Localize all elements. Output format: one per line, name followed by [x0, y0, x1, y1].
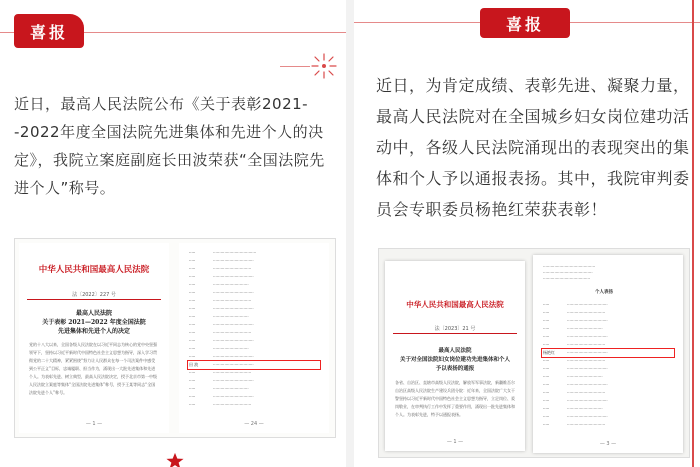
award-document-image — [14, 238, 336, 438]
panel-divider — [346, 0, 354, 467]
commendation-document-image — [378, 248, 690, 458]
left-article-panel — [0, 0, 346, 467]
right-article-panel — [354, 0, 700, 467]
doc-body: 党的十八大以来，全国各级人民法院在以习近平同志为核心的党中央坚强领导下，坚持以习近平新时代中国特色社会主义思想为指导，深入学习贯彻党的二十大精神，紧紧围绕“努力让人民群众在每一个司法案件中感受到公平正义”目标，忠诚履职、担当作为，涌现出一大批先进集体和先进个人。为表彰先进、树立典型，最高人民法院决定，授予北京市第一中级人民法院立案庭等集体“全国法院先进集体”称号，授予王某等同志“全国法院先进个人”称号。 — [29, 342, 157, 395]
red-rule — [393, 333, 517, 334]
doc-number: 法〔2022〕227 号 — [72, 292, 116, 298]
highlighted-name: 杨艳红 — [543, 350, 555, 355]
document-page-1 — [19, 243, 169, 433]
doc-body: 各省、自治区、直辖市高级人民法院，解放军军事法院，新疆维吾尔自治区高级人民法院生产建设兵团分院：近年来，全国法院广大女干警坚持以习近平新时代中国特色社会主义思想为指导，立足岗位、爱岗敬业，在审判执行工作中发挥了重要作用，涌现出一批先进集体和个人。为表彰先进，特予以通报表扬。 — [395, 380, 515, 417]
court-header: 中华人民共和国最高人民法院 — [406, 300, 504, 309]
decor-line — [280, 66, 310, 67]
document-page-2: ····· ·································· ····· ································ ····· ······························ ····· ································ ····· ···························· ····· ································ ····· ······························ ····· ································ ····· ···························· ····· ································ ····· ······························ ····· ································ ····· ···························· ····· ································ 田 波 ································ ····· ······························ ····· ································ ····· ···························· ····· ································ ····· ······························ — 24 — — [179, 243, 329, 433]
court-header: 中华人民共和国最高人民法院 — [38, 265, 150, 275]
star-icon — [166, 452, 184, 467]
news-paragraph: 近日，为肯定成绩、表彰先进、凝聚力量，最高人民法院对在全国城乡妇女岗位建功活动中，各级人民法院涌现出的表现突出的集体和个人予以通报表扬。其中，我院审判委员会专职委员杨艳红荣获表彰！ — [376, 76, 690, 219]
highlighted-name: 田 波 — [189, 362, 199, 367]
page-number: — 1 — — [446, 439, 464, 445]
list-heading: 个人表扬 — [595, 290, 613, 295]
good-news-badge: 喜报 — [480, 8, 570, 38]
doc-title: 最高人民法院 关于表彰 2021—2022 年度全国法院 先进集体和先进个人的决定 — [42, 310, 146, 335]
doc-title: 最高人民法院 关于对全国法院妇女岗位建功先进集体和个人 予以表扬的通报 — [399, 348, 510, 372]
page-number: — 24 — — [244, 421, 264, 427]
news-paragraph: 近日，最高人民法院公布《关于表彰2021--2022年度全国法院先进集体和先进个人的决定》，我院立案庭副庭长田波荣获“全国法院先进个人”称号。 — [14, 95, 325, 197]
side-decor-line — [692, 0, 694, 467]
firework-icon — [310, 52, 338, 80]
document-page-1 — [385, 261, 525, 451]
doc-number: 法〔2023〕21 号 — [434, 326, 476, 332]
page-number: — 1 — — [85, 421, 103, 427]
red-rule — [27, 299, 161, 300]
good-news-badge: 喜报 — [14, 14, 84, 48]
document-page-2: ········································· ······································· ····································· 个人表扬 ····· ································ ····· ······························ ····· ································ ····· ···························· ····· ································ ····· ······························ 杨艳红 ································ ····· ······························ ····· ································ ····· ···························· ····· ································ ····· ······························ ····· ································ ····· ···························· ····· ································ ····· ······························ — 3 — — [533, 255, 683, 453]
page-number: — 3 — — [599, 441, 617, 447]
